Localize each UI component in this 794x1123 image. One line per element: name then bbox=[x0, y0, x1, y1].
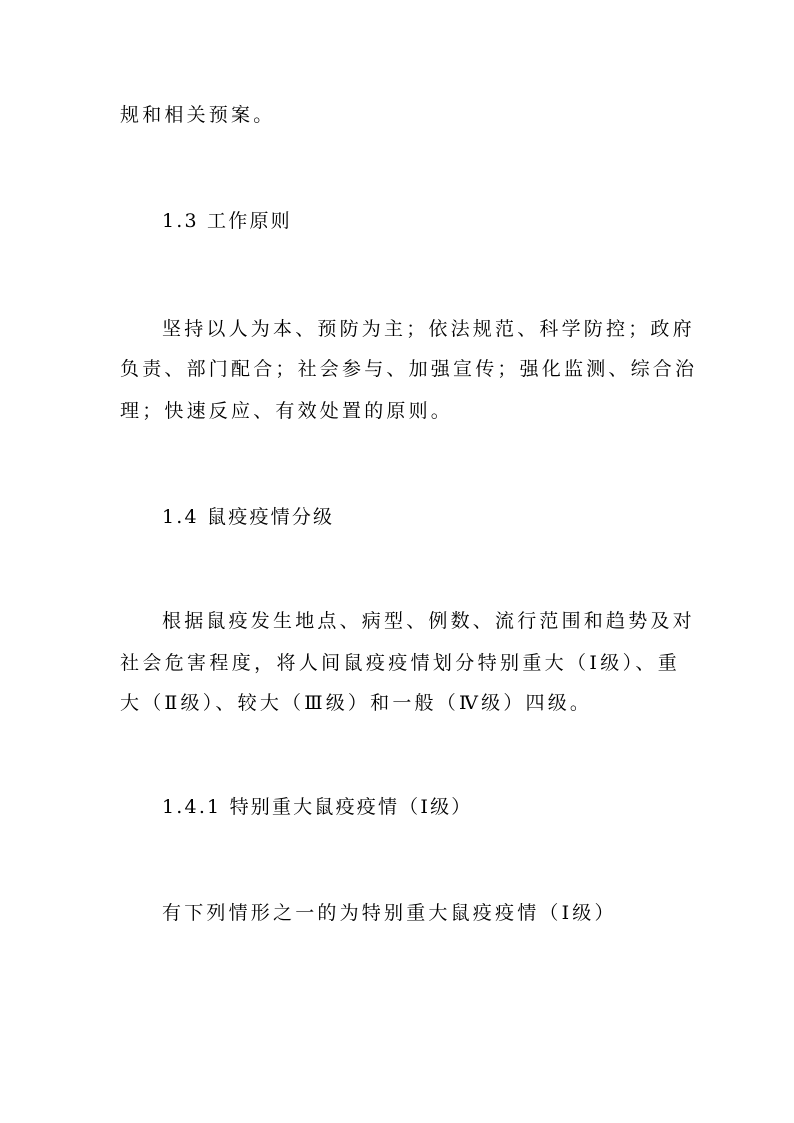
paragraph-line: 大（Ⅱ级）、较大（Ⅲ级）和一般（Ⅳ级）四级。 bbox=[120, 692, 593, 714]
section-heading-1-4: 1.4 鼠疫疫情分级 bbox=[162, 506, 335, 528]
paragraph-line: 社会危害程度，将人间鼠疫疫情划分特别重大（Ⅰ级）、重 bbox=[120, 652, 680, 674]
paragraph-line: 坚持以人为本、预防为主；依法规范、科学防控；政府 bbox=[162, 318, 695, 340]
paragraph-line: 根据鼠疫发生地点、病型、例数、流行范围和趋势及对 bbox=[162, 610, 695, 632]
paragraph-line: 规和相关预案。 bbox=[120, 104, 276, 126]
paragraph-line: 负责、部门配合；社会参与、加强宣传；强化监测、综合治 bbox=[120, 358, 698, 380]
section-heading-1-3: 1.3 工作原则 bbox=[162, 210, 292, 232]
section-heading-1-4-1: 1.4.1 特别重大鼠疫疫情（Ⅰ级） bbox=[162, 796, 473, 818]
paragraph-line: 理；快速反应、有效处置的原则。 bbox=[120, 400, 454, 422]
paragraph-line: 有下列情形之一的为特别重大鼠疫疫情（Ⅰ级） bbox=[162, 902, 617, 924]
